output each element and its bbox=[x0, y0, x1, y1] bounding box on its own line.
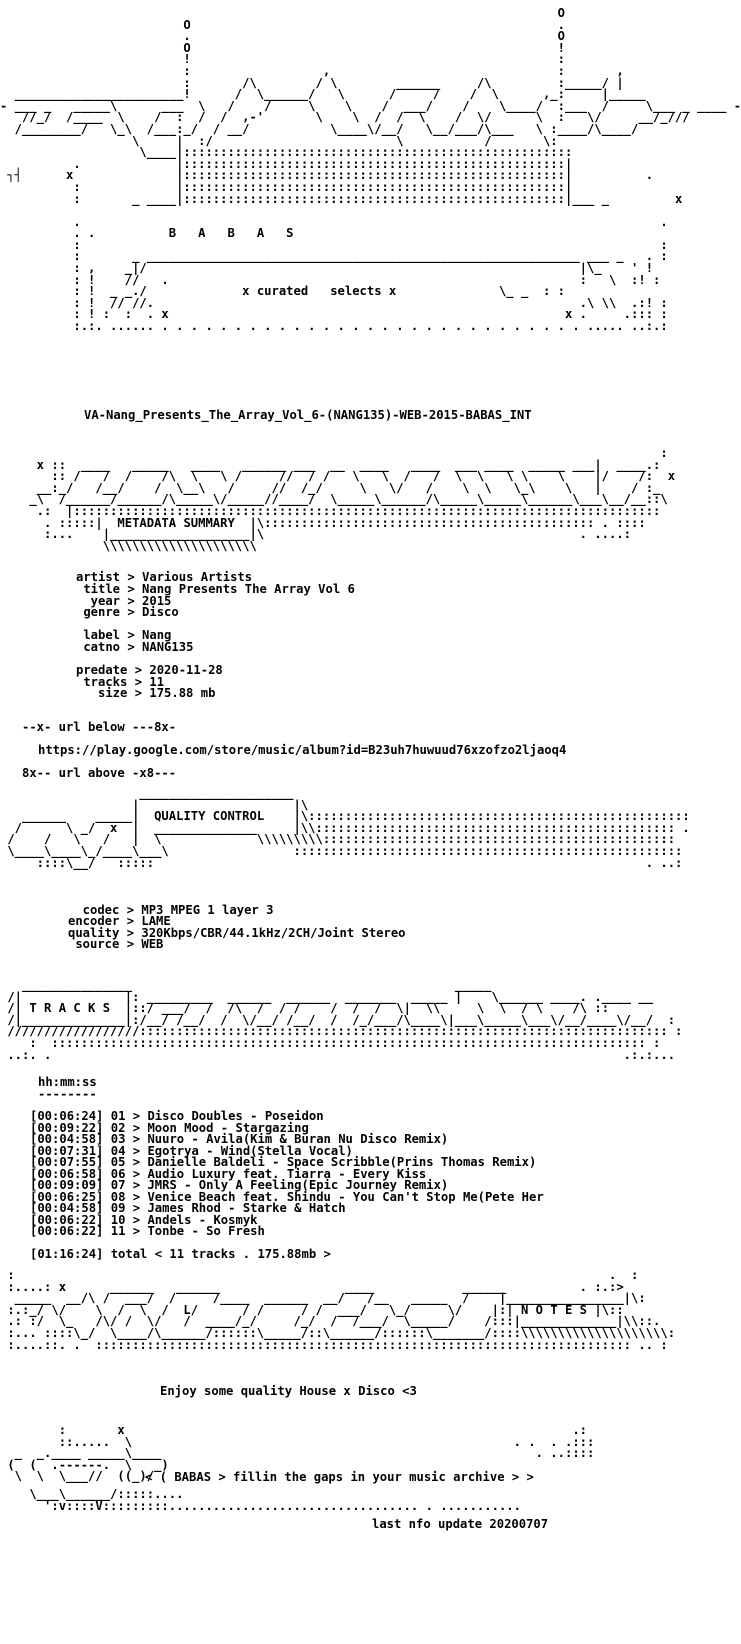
track-row: [00:09:22] 02 > Moon Mood - Stargazing bbox=[30, 1121, 309, 1135]
quality-quality: quality > 320Kbps/CBR/44.1kHz/2CH/Joint Stereo bbox=[68, 926, 406, 940]
tracklist-total: [01:16:24] total < 11 tracks . 175.88mb > bbox=[30, 1247, 331, 1261]
metadata-title: METADATA SUMMARY bbox=[117, 515, 235, 530]
track-row: [00:06:58] 06 > Audio Luxury feat. Tiarra - Every Kiss bbox=[30, 1167, 427, 1181]
quality-codec: codec > MP3 MPEG 1 layer 3 bbox=[68, 903, 274, 917]
track-row: [00:04:58] 03 > Nuuro - Avila(Kim & Buran Nu Disco Remix) bbox=[30, 1132, 449, 1146]
track-row: [00:07:31] 04 > Egotrya - Wind(Stella Vocal) bbox=[30, 1144, 353, 1158]
curated-label: x curated selects x bbox=[242, 284, 397, 299]
release-url-link[interactable]: https://play.google.com/store/music/album?id=B23uh7huwuud76xzofzo2ljaoq4 bbox=[38, 743, 567, 757]
notes-title: N O T E S bbox=[520, 1302, 588, 1317]
quality-title: QUALITY CONTROL bbox=[154, 809, 265, 824]
footer-rule-art: \___\______/:::::.... ':v::::V:::::::::.................................. . ........... bbox=[29, 1487, 521, 1513]
footer-tagline: < ( BABAS > fillin the gaps in your music archive > > bbox=[145, 1470, 534, 1484]
metadata-size: size > 175.88 mb bbox=[76, 686, 216, 700]
url-above-marker: 8x-- url above -x8--- bbox=[22, 766, 177, 780]
track-row: [00:07:55] 05 > Danielle Baldeli - Space Scribble(Prins Thomas Remix) bbox=[30, 1155, 537, 1169]
tracks-title: T R A C K S bbox=[29, 1001, 111, 1016]
quality-source: source > WEB bbox=[68, 937, 164, 951]
metadata-title-row: title > Nang Presents The Array Vol 6 bbox=[76, 582, 355, 596]
tracklist-header: hh:mm:ss bbox=[38, 1075, 97, 1089]
babas-logo-art: O O . . O O ! ! : : , : , : /\ / \ ______ /\ :_____/ | _______________________! / \______/ \ / / / \ ,_: |_____ - ___ _ _____\ ___ \ / / \ \ / ___/ / \____/ :___ / \___ _ ____ - //_/ /____ \ / : / / ,-' \ \ / / \ / \/ \ : \/ __/_/// /________/ \_\ /___:_/ / __/ \____\/__/ \__/___/\___ \ :____/\____/ \ | :/ \ / \: \____|::::::::::::::::::::::::::::::::::::::::::::::::::::: . |::::::::::::::::::::::::::::::::::::::::::::::::::::| ┐┤ x |::::::::::::::::::::::::::::::::::::::::::::::::::::| . : |::::::::::::::::::::::::::::::::::::::::::::::::::::| : _ ____|::::::::::::::::::::::::::::::::::::::::::::::::::::|___ _ x . . . . B A B A S : : : _ ___________________________________________________________ ___ _ . : : , _|/ |\_ ' ! : ! // . : \ :! : : ! _ _./ x curated selects x \_ _ : : : ! // //. .\ \\ .:! : : ! : : . x x . .::: : :.:. ...... . . . . . . . . . . . . . . . . . . . . . . . . . . . . . ..... ..:.: bbox=[0, 6, 741, 334]
metadata-genre: genre > Disco bbox=[76, 605, 179, 619]
track-row: [00:06:22] 10 > Andels - Kosmyk bbox=[30, 1213, 258, 1227]
track-row: [00:06:22] 11 > Tonbe - So Fresh bbox=[30, 1224, 265, 1238]
track-row: [00:09:09] 07 > JMRS - Only A Feeling(Epic Journey Remix) bbox=[30, 1178, 449, 1192]
url-below-marker: --x- url below ---8x- bbox=[22, 720, 177, 734]
track-row: [00:06:25] 08 > Venice Beach feat. Shindu - You Can't Stop Me(Pete Her bbox=[30, 1190, 544, 1204]
notes-banner-art: : . : :....: x ______ ______ ____ ______ . :.:> _____ __/\ / ___/ / /____ ______ __/ /__ _____ / |________________|\: :.:_/ \/ \ / \ / L/ / / / / ___/ \_/ \/ |:| N O T E S |\:: .: :/ \_ /\/ / \/ / ____/_/ /_/ / /___/ \_____/ /:::|_____________|\\::. :... ::::\_/ \____/\______/::::::\_____/::\______/::::::\_______/::::\\\\\\\\\\\\\\\\\\\\: :....::. . ::::::::::::::::::::::::::::::::::::::::::::::::::::::::::::::::::::::::: .. : bbox=[7, 1268, 676, 1352]
metadata-artist: artist > Various Artists bbox=[76, 570, 253, 584]
last-update: last nfo update 20200707 bbox=[372, 1517, 549, 1531]
metadata-label: label > Nang bbox=[76, 628, 172, 642]
track-row: [00:06:24] 01 > Disco Doubles - Poseidon bbox=[30, 1109, 324, 1123]
track-row: [00:04:58] 09 > James Rhod - Starke & Hatch bbox=[30, 1201, 346, 1215]
babas-letters: B A B A S bbox=[168, 226, 294, 241]
notes-text: Enjoy some quality House x Disco <3 bbox=[160, 1384, 417, 1398]
metadata-banner-art: : x :: ____ _____ ____ ______ ___ __ ____ ____ ___ ____ _____ ___| ____.: :: / / / /\ \ \ / // / / \ \ / / \ \ \ \ \ |/ /: x __:_/ /__/ / \__\ / // /_/ \ \/ / \ \ \_\ \ | / :_ _\ /______/______/\_____\/_____//____/ \_____\______/\_____\_____\______\___\__/__::\ .: |:::::::::::::::::::::::::::::::::::::::::::::::::::::::::::::::::::::::::::::::: . :::::| METADATA SUMMARY |\::::::::::::::::::::::::::::::::::::::::::::: . :::: :... |___________________|\ . ....: \\\\\\\\\\\\\\\\\\\\\ bbox=[29, 446, 676, 553]
tracks-banner-art: _______________ _____ /| |: _________ ______ ______ _______ _____ | \______ ____. .____ __ /| T R A C K S |::/ ___/ / /\ / / / / / / \| \\ \ \ / \ /\ :: /|______________|:/__/ /__/ / \/__/ /__/ / /_/___/\____\|___\_____\___\/__/____\/__/ : //////////////////:::::::::::::::::::::::::::::::::::::::::::::::::::::::::::::::::::::::: : : ::::::::::::::::::::::::::::::::::::::::::::::::::::::::::::::::::::::::::::::::: : ..:. . .:.:... bbox=[7, 978, 683, 1062]
quality-encoder: encoder > LAME bbox=[68, 914, 171, 928]
footer-art: : x .: ::..... \ . . . .::: _ _.____ _____\____ . ..:::: ( ( .------. \ _) \ \ \___// ((_)/ bbox=[7, 1423, 595, 1484]
metadata-catno: catno > NANG135 bbox=[76, 640, 194, 654]
quality-banner-art: _____________________ | |\ ______ _____| QUALITY CONTROL |\:::::::::::::::::::::::::::::::::::::::::::::::::::: / \ _/ x | ______________ |\\::::::::::::::::::::::::::::::::::::::::::::::::: . / / \ / | \ \\\\\\\\\:::::::::::::::::::::::::::::::::::::::::::::::: \____\____\_/____\___\ ::::::::::::::::::::::::::::::::::::::::::::::::::::: ::::\__/ ::::: . ..: bbox=[7, 786, 690, 870]
release-name: VA-Nang_Presents_The_Array_Vol_6-(NANG135)-WEB-2015-BABAS_INT bbox=[84, 408, 532, 422]
metadata-predate: predate > 2020-11-28 bbox=[76, 663, 223, 677]
metadata-year: year > 2015 bbox=[76, 594, 172, 608]
metadata-tracks: tracks > 11 bbox=[76, 675, 165, 689]
tracklist-header-rule: -------- bbox=[38, 1087, 97, 1101]
